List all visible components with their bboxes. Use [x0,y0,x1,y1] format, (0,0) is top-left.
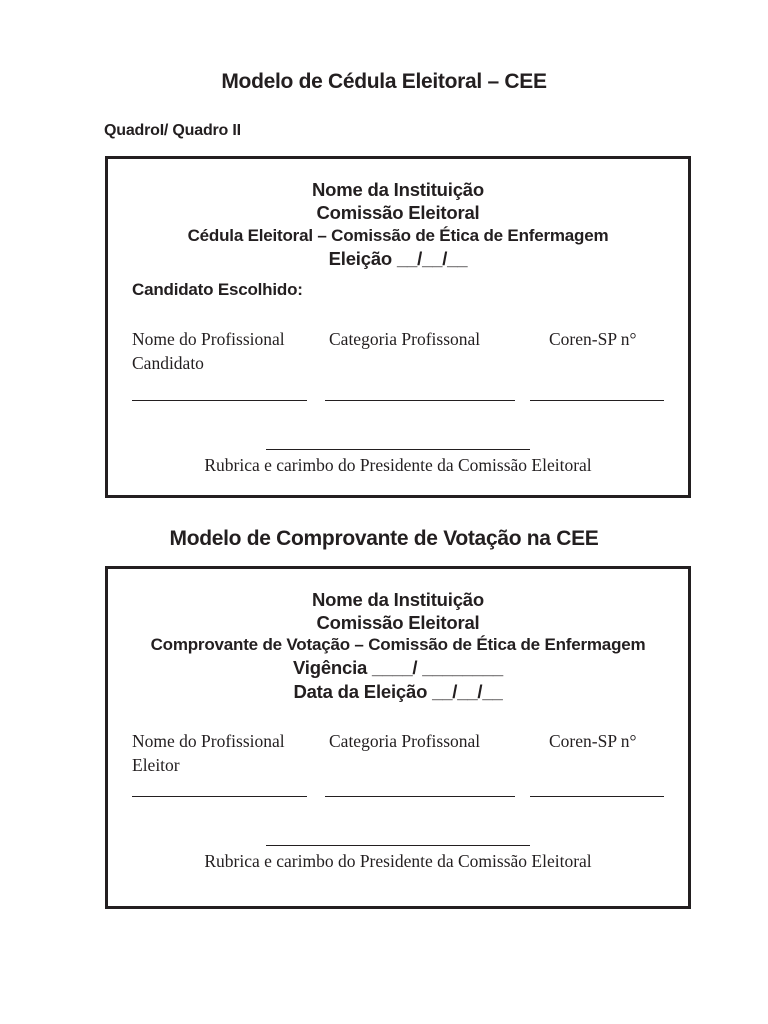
voting-receipt-form [105,566,691,909]
candidate-name-label [132,327,285,375]
coren-number-label: Coren-SP n° [549,731,637,751]
ballot-heading: Cédula Eleitoral – Comissão de Ética de Enfermagem [187,226,609,245]
voter-name-label-line1: Nome do Profissional [132,731,285,751]
chosen-candidate-label: Candidato Escolhido: [132,280,303,299]
receipt-model-title: Modelo de Comprovante de Votação na CEE [169,527,599,550]
coren-number-field[interactable] [530,400,664,401]
signature-line[interactable] [266,449,530,450]
receipt-heading: Comprovante de Votação – Comissão de Ética de Enfermagem [150,635,646,654]
ballot-model-title: Modelo de Cédula Eleitoral – CEE [221,70,547,93]
candidate-name-field[interactable] [132,400,307,401]
commission-name: Comissão Eleitoral [316,612,480,633]
voter-name-label [132,729,285,777]
candidate-name-label-line1: Nome do Profissional [132,329,285,349]
signature-caption: Rubrica e carimbo do Presidente da Comissão Eleitoral [204,455,592,475]
institution-name: Nome da Instituição [312,589,484,610]
signature-line[interactable] [266,845,530,846]
coren-number-field[interactable] [530,796,664,797]
candidate-name-label-line2: Candidato [132,353,204,373]
institution-name: Nome da Instituição [312,179,484,200]
coren-number-label: Coren-SP n° [549,329,637,349]
professional-category-field[interactable] [325,796,515,797]
voter-name-label-line2: Eleitor [132,755,180,775]
election-date: Eleição __/__/__ [328,248,468,269]
election-date: Data da Eleição __/__/__ [293,681,503,702]
commission-name: Comissão Eleitoral [316,202,480,223]
frame-subtitle: QuadroI/ Quadro II [104,122,241,139]
ballot-form [105,156,691,498]
signature-caption: Rubrica e carimbo do Presidente da Comissão Eleitoral [204,851,592,871]
voter-name-field[interactable] [132,796,307,797]
professional-category-label: Categoria Profissonal [329,329,481,349]
validity-period: Vigência ____/ ________ [292,657,504,678]
professional-category-label: Categoria Profissonal [329,731,481,751]
professional-category-field[interactable] [325,400,515,401]
